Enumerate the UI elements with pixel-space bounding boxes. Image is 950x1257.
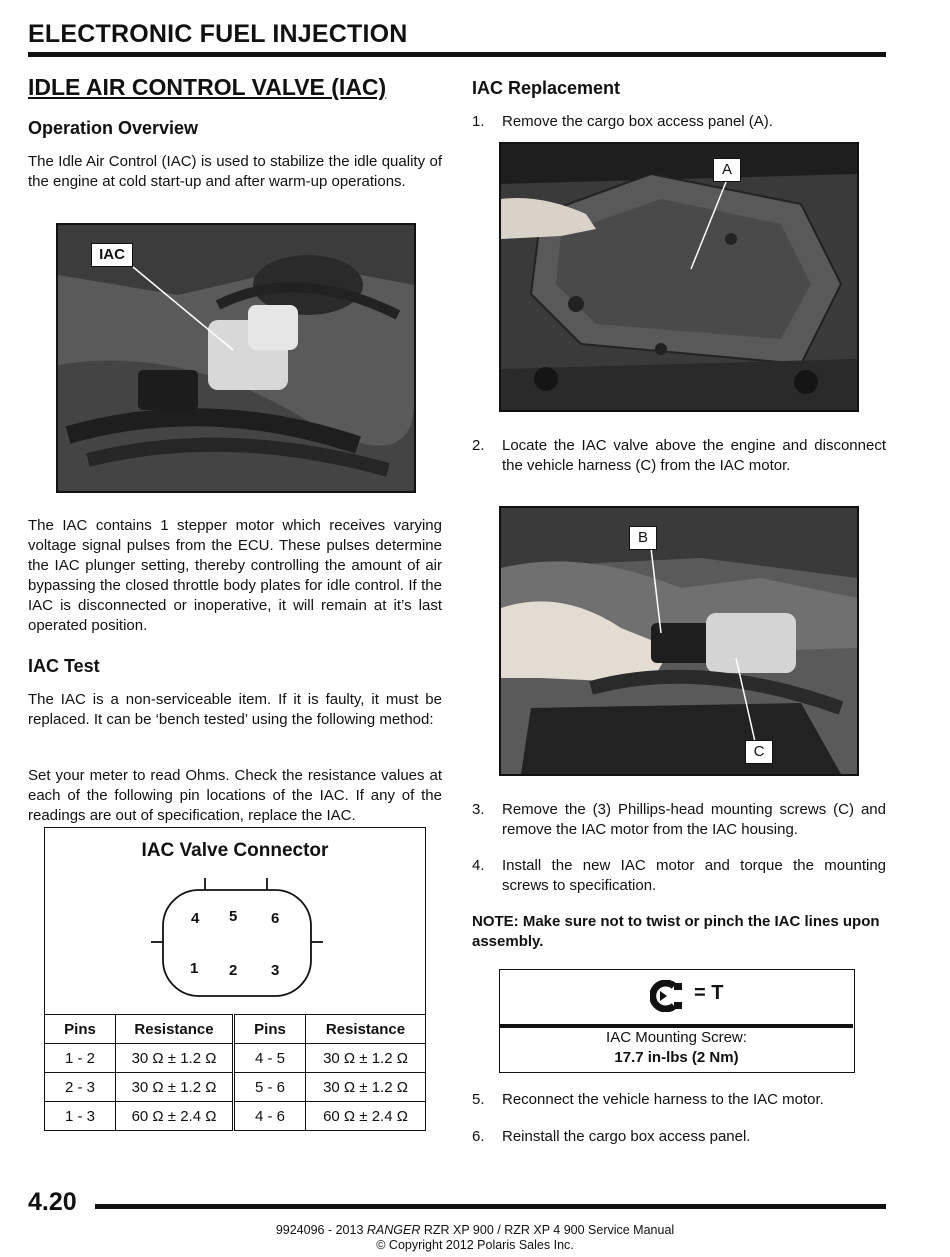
step-1: [472, 112, 886, 132]
pin-3: 3: [271, 962, 280, 979]
step-number: 5.: [472, 1091, 485, 1108]
torque-label: IAC Mounting Screw:: [606, 1029, 747, 1046]
header-rule: [28, 52, 886, 57]
page-header-title: ELECTRONIC FUEL INJECTION: [28, 20, 408, 48]
callout-c: C: [745, 740, 773, 764]
manual-brand: RANGER: [366, 1223, 421, 1237]
pin-2: 2: [229, 962, 238, 979]
step-text: Remove the cargo box access panel (A).: [502, 113, 773, 130]
iac-test-heading: IAC Test: [28, 656, 100, 676]
table-cell: 1 - 3: [45, 1102, 116, 1131]
assembly-note: NOTE: Make sure not to twist or pinch the IAC lines upon assembly.: [472, 913, 880, 950]
step-number: 6.: [472, 1128, 485, 1145]
table-row: [45, 1102, 426, 1131]
table-cell: 60 Ω ± 2.4 Ω: [306, 1102, 426, 1131]
step-6: [472, 1127, 886, 1147]
iac-connector-diagram: [44, 827, 426, 1016]
pin-6: 6: [271, 910, 280, 927]
table-cell: 60 Ω ± 2.4 Ω: [116, 1102, 234, 1131]
manual-title: [0, 1223, 950, 1237]
step-2: [472, 436, 886, 496]
step-text: Remove the (3) Phillips-head mounting screws (C) and remove the IAC motor from the IAC housing.: [502, 801, 886, 838]
pin-5: 5: [229, 908, 238, 925]
table-cell: 2 - 3: [45, 1073, 116, 1102]
iac-harness-photo: [499, 506, 859, 776]
step-number: 3.: [472, 801, 485, 818]
iac-callout-label: IAC: [91, 243, 133, 267]
iac-replacement-heading: IAC Replacement: [472, 78, 621, 98]
torque-spec-box: [499, 969, 855, 1073]
step-5: [472, 1090, 886, 1110]
table-cell: 30 Ω ± 1.2 Ω: [116, 1073, 234, 1102]
column-header: Pins: [234, 1015, 306, 1044]
step-text: Locate the IAC valve above the engine and disconnect the vehicle harness (C) from the IAC motor.: [502, 437, 886, 474]
iac-test-text: The IAC is a non-serviceable item. If it is faulty, it must be replaced. It can be ‘bench tested’ using the following method:: [28, 691, 442, 728]
pin-4: 4: [191, 910, 200, 927]
step-text: Install the new IAC motor and torque the mounting screws to specification.: [502, 857, 886, 894]
footer-rule: [95, 1204, 886, 1209]
meter-instructions-text: Set your meter to read Ohms. Check the resistance values at each of the following pin locations of the IAC. If any of the readings are out of specification, replace the IAC.: [28, 767, 442, 824]
cargo-box-panel-photo: [499, 142, 859, 412]
operation-overview-text: The Idle Air Control (IAC) is used to stabilize the idle quality of the engine at cold start-up and after warm-up operations.: [28, 153, 442, 190]
step-4: [472, 856, 886, 896]
page-number: 4.20: [28, 1188, 77, 1216]
step-number: 4.: [472, 857, 485, 874]
table-cell: 30 Ω ± 1.2 Ω: [306, 1073, 426, 1102]
manual-model: RZR XP 900 / RZR XP 4 900 Service Manual: [420, 1223, 675, 1237]
copyright-text: © Copyright 2012 Polaris Sales Inc.: [376, 1238, 574, 1252]
torque-value: 17.7 in-lbs (2 Nm): [614, 1049, 739, 1066]
step-text: Reconnect the vehicle harness to the IAC motor.: [502, 1091, 824, 1108]
table-row: [45, 1073, 426, 1102]
table-cell: 5 - 6: [234, 1073, 306, 1102]
step-number: 1.: [472, 113, 485, 130]
table-row: [45, 1044, 426, 1073]
table-cell: 1 - 2: [45, 1044, 116, 1073]
step-number: 2.: [472, 437, 485, 454]
callout-a: A: [713, 158, 741, 182]
column-header: Pins: [45, 1015, 116, 1044]
table-header-row: [45, 1015, 426, 1044]
operation-overview-heading: Operation Overview: [28, 118, 199, 138]
torque-symbol-text: = T: [694, 982, 724, 1004]
step-3: [472, 800, 886, 840]
resistance-table: [44, 1014, 426, 1131]
step-text: Reinstall the cargo box access panel.: [502, 1128, 751, 1145]
connector-title: IAC Valve Connector: [141, 840, 329, 861]
section-title: IDLE AIR CONTROL VALVE (IAC): [28, 74, 387, 100]
pin-1: 1: [190, 960, 199, 977]
stepper-motor-text: The IAC contains 1 stepper motor which receives varying voltage signal pulses from the ECU. These pulses determine the IAC plunger setting, thereby controlling the amount of air bypassing the closed throttle body plates for idle control. If the IAC is disconnected or inoperative, it will remain at it’s last operated position.: [28, 517, 442, 634]
iac-engine-photo: [56, 223, 416, 493]
table-cell: 30 Ω ± 1.2 Ω: [116, 1044, 234, 1073]
table-cell: 4 - 6: [234, 1102, 306, 1131]
manual-id: 9924096 - 2013: [275, 1223, 367, 1237]
table-cell: 30 Ω ± 1.2 Ω: [306, 1044, 426, 1073]
column-header: Resistance: [306, 1015, 426, 1044]
column-header: Resistance: [116, 1015, 234, 1044]
callout-b: B: [629, 526, 657, 550]
torque-wrench-icon: [650, 980, 684, 1012]
table-cell: 4 - 5: [234, 1044, 306, 1073]
torque-symbol-row: [500, 970, 853, 1028]
